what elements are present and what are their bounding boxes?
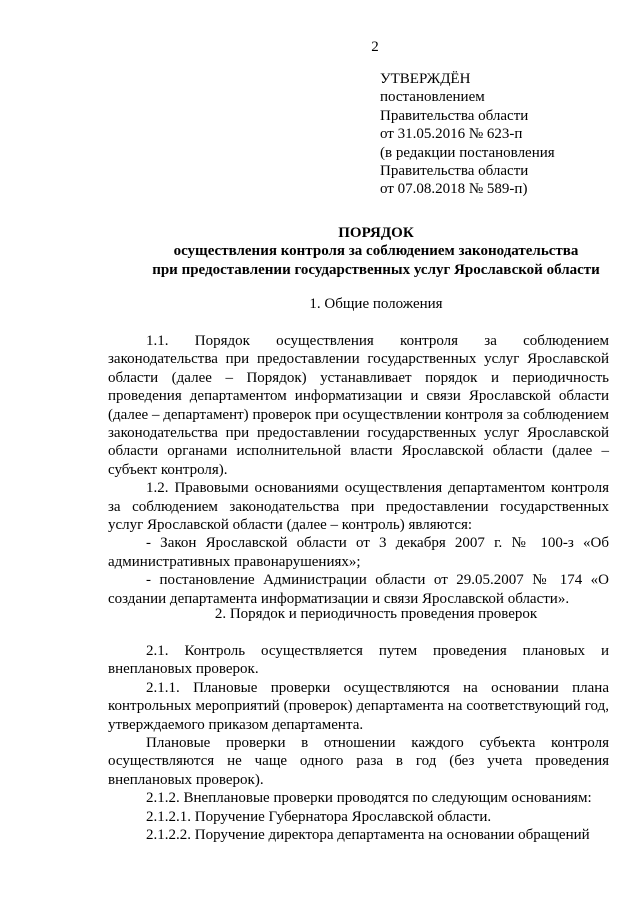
approval-line: постановлением <box>380 89 485 106</box>
paragraph: 1.1. Порядок осуществления контроля за соблюдением законодательства при предоставлении государственных услуг Ярославской области (далее – Порядок) устанавливает порядок и периодичность проведения департаментом информатизации и связи Ярославской области (далее – департамент) проверок при осуществлении контроля за соблюдением законодательства при предоставлении государственных услуг Ярославской области органами исполнительной власти Ярославской области (далее – субъект контроля). <box>108 333 609 478</box>
approval-stamp <box>380 70 620 199</box>
approval-line: Правительства области <box>380 163 529 180</box>
title-main: ПОРЯДОК <box>338 225 414 241</box>
paragraph: 2.1.1. Плановые проверки осуществляются на основании плана контрольных мероприятий (проверок) департамента на соответствующий год, утверждаемого приказом департамента. <box>108 679 609 733</box>
section-heading-procedure: 2. Порядок и периодичность проведения проверок <box>214 606 538 622</box>
section-body-procedure <box>108 642 609 844</box>
section-heading-general: 1. Общие положения <box>309 296 443 312</box>
page-number: 2 <box>371 39 379 55</box>
approval-line: Правительства области <box>380 107 529 124</box>
title-subtitle-line-1: осуществления контроля за соблюдением законодательства <box>173 243 579 260</box>
document-title <box>108 224 640 279</box>
paragraph: 2.1.2. Внеплановые проверки проводятся по следующим основаниям: <box>146 790 592 807</box>
paragraph: 2.1. Контроль осуществляется путем проведения плановых и внеплановых проверок. <box>108 643 609 678</box>
paragraph: 2.1.2.1. Поручение Губернатора Ярославской области. <box>146 808 492 825</box>
paragraph: - постановление Администрации области от 29.05.2007 № 174 «О создании департамента информатизации и связи Ярославской области». <box>108 572 609 607</box>
paragraph: 1.2. Правовыми основаниями осуществления департаментом контроля за соблюдением законодательства при предоставлении государственных услуг Ярославской области (далее – контроль) являются: <box>108 480 609 534</box>
approval-line: УТВЕРЖДЁН <box>380 71 471 87</box>
paragraph: Плановые проверки в отношении каждого субъекта контроля осуществляются не чаще одного раза в год (без учета проведения внеплановых проверок). <box>108 735 609 788</box>
paragraph: - Закон Ярославской области от 3 декабря 2007 г. № 100-з «Об административных правонарушениях»; <box>108 535 609 570</box>
approval-line: от 07.08.2018 № 589-п) <box>380 181 528 198</box>
approval-line: от 31.05.2016 № 623-п <box>380 126 523 143</box>
paragraph: 2.1.2.2. Поручение директора департамента на основании обращений <box>146 827 590 844</box>
title-subtitle-line-2: при предоставлении государственных услуг Ярославской области <box>152 261 600 278</box>
section-body-general <box>108 332 609 608</box>
approval-line: (в редакции постановления <box>380 144 555 161</box>
